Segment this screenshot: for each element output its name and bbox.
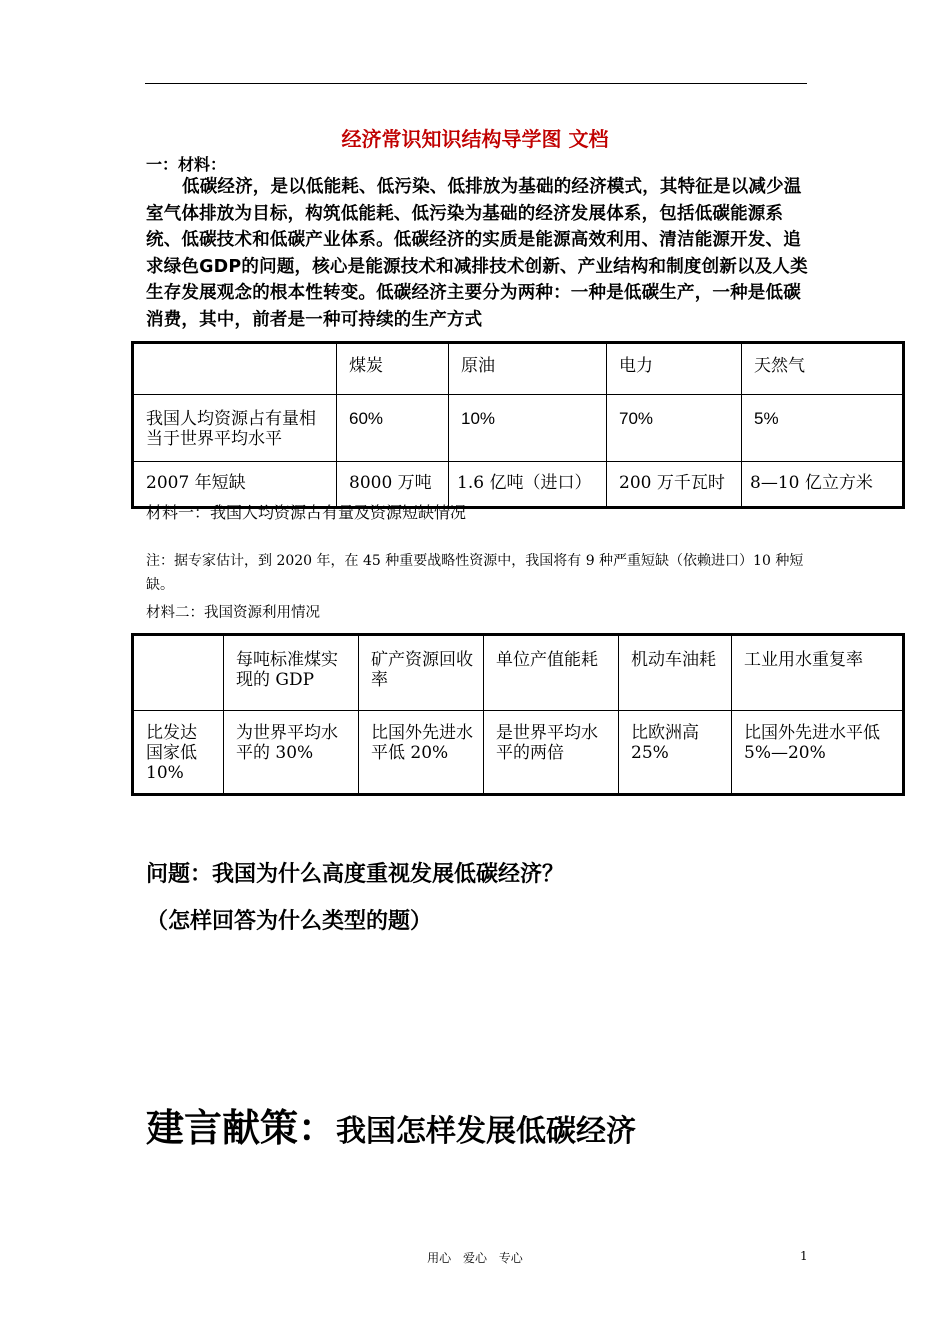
page-number: 1 [800, 1249, 808, 1263]
header-cell: 单位产值能耗 [484, 635, 619, 711]
table-cell: 8—10 亿立方米 [742, 462, 904, 508]
table-cell: 1.6 亿吨（进口） [449, 462, 607, 508]
table-row [133, 395, 904, 462]
table-cell: 是世界平均水平的两倍 [484, 711, 619, 795]
section-heading-materials: 一：材料： [146, 155, 227, 174]
header-cell: 原油 [449, 343, 607, 395]
question-heading: 问题：我国为什么高度重视发展低碳经济？ [146, 862, 565, 887]
intro-paragraph [146, 174, 810, 333]
material-one-caption: 材料一：我国人均资源占有量及资源短缺情况 [146, 503, 467, 522]
header-cell: 天然气 [742, 343, 904, 395]
table-cell: 10% [449, 395, 607, 462]
material-two-caption: 材料二：我国资源利用情况 [146, 605, 320, 621]
table-row [133, 711, 904, 795]
expert-note: 注：据专家估计，到 2020 年，在 45 种重要战略性资源中，我国将有 9 种严重短缺（依赖进口）10 种短缺。 [146, 553, 804, 593]
table-cell: 比国外先进水平低 5%—20% [732, 711, 904, 795]
advice-heading [146, 1097, 636, 1152]
table-cell: 比发达国家低 10% [133, 711, 224, 795]
table-cell: 比欧洲高 25% [619, 711, 732, 795]
intro-paragraph-text: 低碳经济，是以低能耗、低污染、低排放为基础的经济模式，其特征是以减少温室气体排放为目标，构筑低能耗、低污染为基础的经济发展体系，包括低碳能源系统、低碳技术和低碳产业体系。低碳经济的实质是能源高效利用、清洁能源开发、追求绿色GDP的问题，核心是能源技术和减排技术创新、产业结构和制度创新以及人类生存发展观念的根本性转变。低碳经济主要分为两种：一种是低碳生产，一种是低碳消费，其中，前者是一种可持续的生产方式 [146, 177, 808, 330]
header-cell: 工业用水重复率 [732, 635, 904, 711]
header-rule [145, 83, 807, 84]
table-header-row [133, 635, 904, 711]
header-cell: 机动车油耗 [619, 635, 732, 711]
row-label: 我国人均资源占有量相当于世界平均水平 [133, 395, 337, 462]
document-title: 经济常识知识结构导学图 文档 [341, 127, 609, 151]
header-cell [133, 635, 224, 711]
table-header-row [133, 343, 904, 395]
header-cell [133, 343, 337, 395]
table-cell: 60% [337, 395, 449, 462]
table-cell: 比国外先进水平低 20% [359, 711, 484, 795]
header-cell: 电力 [607, 343, 742, 395]
advice-heading-text: 我国怎样发展低碳经济 [336, 1114, 637, 1149]
table-cell: 8000 万吨 [337, 462, 449, 508]
question-hint: （怎样回答为什么类型的题） [146, 909, 433, 934]
table-cell: 70% [607, 395, 742, 462]
table-cell: 200 万千瓦时 [607, 462, 742, 508]
resource-share-table [131, 341, 905, 509]
header-cell: 每吨标准煤实现的 GDP [224, 635, 359, 711]
advice-heading-prefix: 建言献策： [146, 1105, 337, 1150]
page-footer: 用心 爱心 专心 [427, 1251, 523, 1265]
resource-utilization-table [131, 633, 905, 796]
table-cell: 5% [742, 395, 904, 462]
header-cell: 煤炭 [337, 343, 449, 395]
table-cell: 为世界平均水平的 30% [224, 711, 359, 795]
row-label: 2007 年短缺 [133, 462, 337, 508]
header-cell: 矿产资源回收率 [359, 635, 484, 711]
